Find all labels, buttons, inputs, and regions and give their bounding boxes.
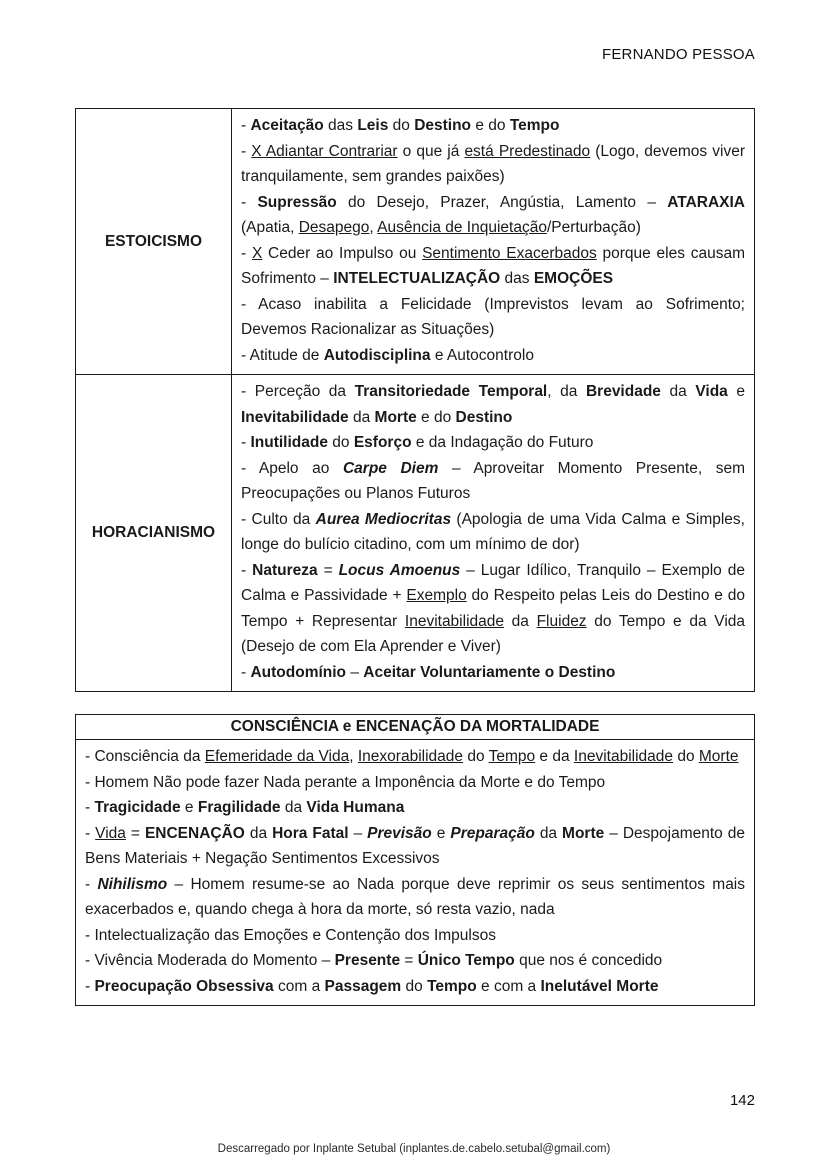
paragraph: - Vida = ENCENAÇÃO da Hora Fatal – Previsão e Preparação da Morte – Despojamento de Bens Materiais + Negação Sentimentos Excessivos	[85, 824, 746, 867]
row-label-horacianismo: HORACIANISMO	[76, 375, 232, 692]
paragraph: - Natureza = Locus Amoenus – Lugar Idílico, Tranquilo – Exemplo de Calma e Passividade + Exemplo do Respeito pelas Leis do Destino e do Tempo + Representar Inevitabilidade da Fluidez do Tempo e da Vida (Desejo de com Ela Aprender e Viver)	[241, 561, 746, 655]
paragraph: - Acaso inabilita a Felicidade (Imprevistos levam ao Sofrimento; Devemos Racionalizar as Situações)	[241, 295, 745, 338]
paragraph: - Supressão do Desejo, Prazer, Angústia, Lamento – ATARAXIA (Apatia, Desapego, Ausência de Inquietação/Perturbação)	[241, 193, 745, 236]
paragraph: - Apelo ao Carpe Diem – Aproveitar Momento Presente, sem Preocupações ou Planos Futuros	[241, 459, 745, 502]
paragraph: - X Ceder ao Impulso ou Sentimento Exacerbados porque eles causam Sofrimento – INTELECTUALIZAÇÃO das EMOÇÕES	[241, 244, 746, 287]
page-content	[75, 108, 755, 1006]
paragraph: - Aceitação das Leis do Destino e do Tempo	[241, 117, 560, 134]
mortality-title-row	[76, 715, 755, 740]
paragraph: - Autodomínio – Aceitar Voluntariamente o Destino	[241, 663, 616, 681]
footer-watermark	[0, 1143, 828, 1155]
paragraph: - Nihilismo – Homem resume-se ao Nada porque deve reprimir os seus sentimentos mais exacerbados e, quando chega à hora da morte, só resta vazio, nada	[85, 875, 746, 918]
paragraph: - Atitude de Autodisciplina e Autocontrolo	[241, 346, 534, 364]
paragraph: - Culto da Aurea Mediocritas (Apologia de uma Vida Calma e Simples, longe do bulício citadino, com um mínimo de dor)	[241, 510, 745, 553]
paragraph: - Tragicidade e Fragilidade da Vida Humana	[85, 799, 405, 816]
table-row-horacianismo	[76, 375, 755, 692]
header-author: FERNANDO PESSOA	[601, 46, 755, 63]
paragraph: - Inutilidade do Esforço e da Indagação do Futuro	[241, 434, 594, 451]
row-label-estoicismo: ESTOICISMO	[76, 109, 232, 375]
paragraph: - Vivência Moderada do Momento – Presente = Único Tempo que nos é concedido	[85, 952, 663, 969]
paragraph: - Preocupação Obsessiva com a Passagem do Tempo e com a Inelutável Morte	[85, 977, 659, 995]
row-content-horacianismo	[232, 375, 755, 692]
page-header	[602, 46, 755, 63]
paragraph: - Intelectualização das Emoções e Contenção dos Impulsos	[85, 926, 496, 944]
paragraph: - X Adiantar Contrariar o que já está Predestinado (Logo, devemos viver tranquilamente, sem grandes paixões)	[241, 142, 745, 185]
mortality-content	[76, 740, 755, 1006]
paragraph: - Perceção da Transitoriedade Temporal, da Brevidade da Vida e Inevitabilidade da Morte e do Destino	[241, 383, 745, 426]
page-number: 142	[729, 1092, 755, 1109]
philosophies-table	[75, 108, 755, 692]
footer-text: Descarregado por Inplante Setubal (inplantes.de.cabelo.setubal@gmail.com)	[217, 1143, 611, 1155]
paragraph: - Homem Não pode fazer Nada perante a Imponência da Morte e do Tempo	[85, 773, 606, 791]
mortality-body-row	[76, 740, 755, 1006]
mortality-table	[75, 714, 755, 1006]
paragraph: - Consciência da Efemeridade da Vida, Inexorabilidade do Tempo e da Inevitabilidade do Morte	[85, 748, 739, 765]
section-title: CONSCIÊNCIA e ENCENAÇÃO DA MORTALIDADE	[76, 715, 755, 740]
table-row-estoicismo	[76, 109, 755, 375]
row-content-estoicismo	[232, 109, 755, 375]
